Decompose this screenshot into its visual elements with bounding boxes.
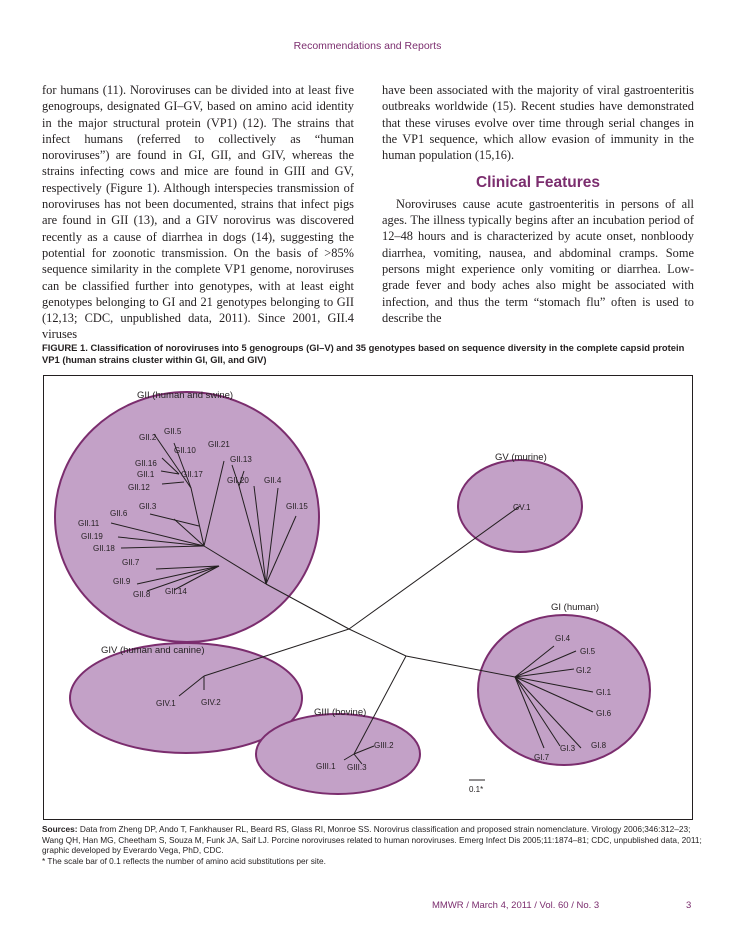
leaf-label: GI.8	[591, 741, 607, 750]
leaf-label: GI.4	[555, 634, 571, 643]
leaf-label: GII.11	[78, 519, 100, 528]
tree-svg	[44, 376, 692, 819]
giii-ellipse	[256, 714, 420, 794]
footnote: * The scale bar of 0.1 reflects the number of amino acid substitutions per site.	[42, 855, 326, 866]
left-column	[42, 82, 354, 343]
right-column	[382, 82, 694, 326]
leaf-label: GII.14	[165, 587, 187, 596]
gii-group-label: GII (human and swine)	[137, 390, 234, 401]
leaf-label: GV.1	[513, 503, 531, 512]
leaf-label: GII.18	[93, 544, 115, 553]
section-title: Clinical Features	[475, 174, 601, 192]
leaf-label: GIII.2	[374, 741, 394, 750]
gi-group-label: GI (human)	[551, 602, 600, 613]
leaf-label: GII.21	[208, 440, 230, 449]
leaf-label: GII.13	[230, 455, 252, 464]
leaf-label: GI.5	[580, 647, 596, 656]
leaf-label: GIV.1	[156, 699, 176, 708]
sources-text: Data from Zheng DP, Ando T, Fankhauser RL, Beard RS, Glass RI, Monroe SS. Norovirus classification and proposed strain nomenclature. Virology 2006;346:312–23; Wang QH, Han MG, Cheetham S, Souza M, Funk JA, Saif LJ. Porcine noroviruses related to human noroviruses. Emerg Infect Dis 2005;11:1874–81; CDC, unpublished data, 2011; graphic developed by Everardo Vega, PhD, CDC.	[42, 824, 702, 856]
leaf-label: GII.10	[174, 446, 196, 455]
leaf-label: GI.2	[576, 666, 592, 675]
leaf-label: GII.9	[113, 577, 131, 586]
leaf-label: GII.20	[227, 476, 249, 485]
leaf-label: GI.3	[560, 744, 576, 753]
leaf-label: GII.7	[122, 558, 140, 567]
leaf-label: GII.17	[181, 470, 203, 479]
leaf-label: GII.5	[164, 427, 182, 436]
left-column-text: for humans (11). Noroviruses can be divided into at least five genogroups, designated GI–GV, based on amino acid identity in the major structural protein (VP1) (12). The strains that infect humans (referred to collectively as “human noroviruses”) are found in GI, GII, and GIV, whereas the strains infecting cows and mice are found in GIII and GV, respectively (Figure 1). Although interspecies transmission of noroviruses has not been documented, strains that infect pigs are found in GII (13), and a GIV norovirus was discovered recently as a cause of diarrhea in dogs (14), suggesting the potential for zoonotic transmission. On the basis of >85% sequence similarity in the complete VP1 genome, noroviruses can be classified further into genotypes, with at least eight genotypes belonging to GI and 21 genotypes belonging to GII (12,13; CDC, unpublished data, 2011). Since 2001, GII.4 viruses	[42, 83, 354, 342]
leaf-label: GI.1	[596, 688, 612, 697]
giv-group-label: GIV (human and canine)	[101, 645, 205, 656]
running-header: Recommendations and Reports	[293, 40, 442, 52]
figure-sources	[42, 824, 702, 866]
scale-bar-label: 0.1*	[469, 785, 484, 794]
figure-caption: FIGURE 1. Classification of noroviruses into 5 genogroups (GI–V) and 35 genotypes based on sequence diversity in the complete capsid protein VP1 (human strains cluster within GI, GII, and GIV)	[42, 342, 685, 365]
leaf-label: GII.4	[264, 476, 282, 485]
leaf-label: GIV.2	[201, 698, 221, 707]
giii-group-label: GIII (bovine)	[314, 707, 367, 718]
sources-label: Sources:	[42, 824, 78, 834]
running-footer: MMWR / March 4, 2011 / Vol. 60 / No. 3	[432, 900, 600, 911]
leaf-label: GII.8	[133, 590, 151, 599]
leaf-label: GII.16	[135, 459, 157, 468]
leaf-label: GI.7	[534, 753, 550, 762]
leaf-label: GII.1	[137, 470, 155, 479]
right-column-top-text: have been associated with the majority of viral gastroenteritis outbreaks worldwide (15). Recent studies have demonstrated that these viruses evolve over time through serial changes in the VP1 sequence, which allow evasion of immunity in the human population (15,16).	[382, 83, 694, 163]
gii-ellipse	[55, 392, 319, 642]
leaf-label: GII.2	[139, 433, 157, 442]
leaf-label: GII.3	[139, 502, 157, 511]
leaf-label: GII.15	[286, 502, 308, 511]
leaf-label: GII.19	[81, 532, 103, 541]
page-number: 3	[686, 900, 692, 911]
leaf-label: GI.6	[596, 709, 612, 718]
right-column-body-text: Noroviruses cause acute gastroenteritis in persons of all ages. The illness typically begins after an incubation period of 12–48 hours and is characterized by acute onset, nonbloody diarrhea, vomiting, nausea, and abdominal cramps. Some persons might experience only vomiting or diarrhea. Low-grade fever and body aches also might be associated with infection, and thus the term “stomach flu” often is used to describe the	[382, 196, 694, 325]
gv-group-label: GV (murine)	[495, 452, 547, 463]
leaf-label: GIII.3	[347, 763, 367, 772]
leaf-label: GIII.1	[316, 762, 336, 771]
leaf-label: GII.6	[110, 509, 128, 518]
leaf-label: GII.12	[128, 483, 150, 492]
figure-phylogenetic-tree	[43, 375, 693, 820]
